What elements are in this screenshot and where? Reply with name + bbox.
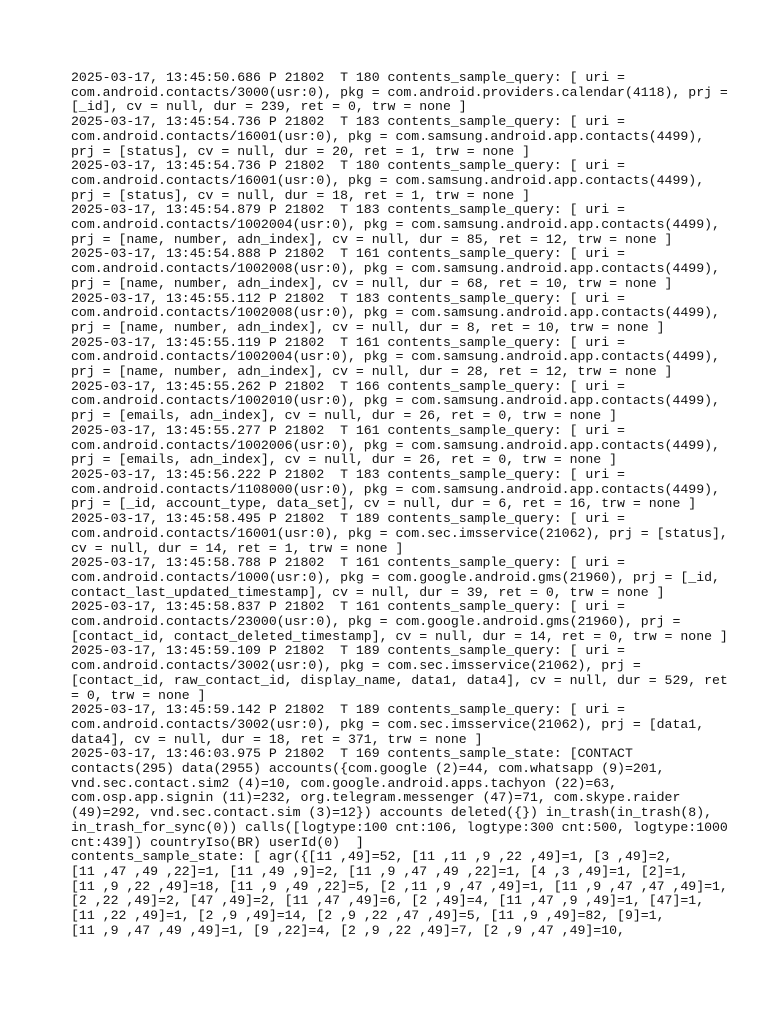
log-line: 2025-03-17, 13:45:55.112 P 21802 T 183 contents_sample_query: [ uri = xyxy=(71,290,625,306)
log-line: com.android.contacts/23000(usr:0), pkg = com.google.android.gms(21960), prj = xyxy=(71,614,681,630)
log-line: cnt:439]) countryIso(BR) userId(0) ] xyxy=(71,834,364,850)
log-line: 2025-03-17, 13:45:54.736 P 21802 T 183 contents_sample_query: [ uri = xyxy=(71,114,625,130)
log-line: com.android.contacts/16001(usr:0), pkg = com.samsung.android.app.contacts(4499), xyxy=(71,172,705,188)
log-line: 2025-03-17, 13:45:54.888 P 21802 T 161 contents_sample_query: [ uri = xyxy=(71,246,625,262)
log-line: 2025-03-17, 13:45:55.277 P 21802 T 161 contents_sample_query: [ uri = xyxy=(71,422,625,438)
log-line: com.android.contacts/3002(usr:0), pkg = com.sec.imsservice(21062), prj = [data1, xyxy=(71,716,705,732)
log-line: com.android.contacts/3000(usr:0), pkg = com.android.providers.calendar(4118), prj = xyxy=(71,84,728,100)
log-line: com.android.contacts/1002008(usr:0), pkg = com.samsung.android.app.contacts(4499), xyxy=(71,261,720,277)
log-line: prj = [name, number, adn_index], cv = null, dur = 28, ret = 12, trw = none ] xyxy=(71,364,673,380)
log-line: [_id], cv = null, dur = 239, ret = 0, trw = none ] xyxy=(71,99,467,115)
log-line: com.android.contacts/16001(usr:0), pkg = com.samsung.android.app.contacts(4499), xyxy=(71,128,705,144)
log-line: [11 ,9 ,22 ,49]=18, [11 ,9 ,49 ,22]=5, [2 ,11 ,9 ,47 ,49]=1, [11 ,9 ,47 ,47 ,49]=1, xyxy=(71,878,728,894)
log-line: in_trash_for_sync(0)) calls([logtype:100 cnt:106, logtype:300 cnt:500, logtype:1000 xyxy=(71,819,728,835)
log-line: com.android.contacts/1002004(usr:0), pkg = com.samsung.android.app.contacts(4499), xyxy=(71,349,720,365)
log-line: com.android.contacts/1002006(usr:0), pkg = com.samsung.android.app.contacts(4499), xyxy=(71,437,720,453)
log-line: prj = [_id, account_type, data_set], cv = null, dur = 6, ret = 16, trw = none ] xyxy=(71,496,697,512)
log-line: com.android.contacts/3002(usr:0), pkg = com.sec.imsservice(21062), prj = xyxy=(71,658,641,674)
log-line: [contact_id, contact_deleted_timestamp], cv = null, dur = 14, ret = 0, trw = none ] xyxy=(71,628,728,644)
log-line: com.android.contacts/16001(usr:0), pkg = com.sec.imsservice(21062), prj = [status], xyxy=(71,525,728,541)
log-line: 2025-03-17, 13:45:58.495 P 21802 T 189 contents_sample_query: [ uri = xyxy=(71,511,625,527)
log-document xyxy=(71,70,728,938)
log-line: com.android.contacts/1002008(usr:0), pkg = com.samsung.android.app.contacts(4499), xyxy=(71,305,720,321)
log-line: 2025-03-17, 13:45:58.837 P 21802 T 161 contents_sample_query: [ uri = xyxy=(71,599,625,615)
log-line: [11 ,47 ,49 ,22]=1, [11 ,49 ,9]=2, [11 ,9 ,47 ,49 ,22]=1, [4 ,3 ,49]=1, [2]=1, xyxy=(71,863,689,879)
log-line: com.android.contacts/1108000(usr:0), pkg = com.samsung.android.app.contacts(4499), xyxy=(71,481,720,497)
log-line: 2025-03-17, 13:45:59.142 P 21802 T 189 contents_sample_query: [ uri = xyxy=(71,702,625,718)
log-line: [contact_id, raw_contact_id, display_name, data1, data4], cv = null, dur = 529, ret xyxy=(71,672,728,688)
log-line: [2 ,22 ,49]=2, [47 ,49]=2, [11 ,47 ,49]=6, [2 ,49]=4, [11 ,47 ,9 ,49]=1, [47]=1, xyxy=(71,893,705,909)
log-line: 2025-03-17, 13:45:54.879 P 21802 T 183 contents_sample_query: [ uri = xyxy=(71,202,625,218)
log-line: com.android.contacts/1002010(usr:0), pkg = com.samsung.android.app.contacts(4499), xyxy=(71,393,720,409)
log-line: com.android.contacts/1000(usr:0), pkg = com.google.android.gms(21960), prj = [_id, xyxy=(71,569,720,585)
log-line: [11 ,22 ,49]=1, [2 ,9 ,49]=14, [2 ,9 ,22 ,47 ,49]=5, [11 ,9 ,49]=82, [9]=1, xyxy=(71,908,665,924)
log-line: = 0, trw = none ] xyxy=(71,687,206,703)
log-line: contents_sample_state: [ agr({[11 ,49]=52, [11 ,11 ,9 ,22 ,49]=1, [3 ,49]=2, xyxy=(71,849,673,865)
log-line: vnd.sec.contact.sim2 (4)=10, com.google.android.apps.tachyon (22)=63, xyxy=(71,775,618,791)
log-line: data4], cv = null, dur = 18, ret = 371, trw = none ] xyxy=(71,731,483,747)
log-line: 2025-03-17, 13:46:03.975 P 21802 T 169 contents_sample_state: [CONTACT xyxy=(71,746,633,762)
log-line: prj = [name, number, adn_index], cv = null, dur = 8, ret = 10, trw = none ] xyxy=(71,319,665,335)
log-line: 2025-03-17, 13:45:50.686 P 21802 T 180 contents_sample_query: [ uri = xyxy=(71,70,625,85)
log-line: contacts(295) data(2955) accounts({com.google (2)=44, com.whatsapp (9)=201, xyxy=(71,761,665,777)
log-line: prj = [status], cv = null, dur = 20, ret = 1, trw = none ] xyxy=(71,143,530,159)
log-line: com.android.contacts/1002004(usr:0), pkg = com.samsung.android.app.contacts(4499), xyxy=(71,217,720,233)
log-line: prj = [name, number, adn_index], cv = null, dur = 68, ret = 10, trw = none ] xyxy=(71,275,673,291)
log-line: prj = [emails, adn_index], cv = null, dur = 26, ret = 0, trw = none ] xyxy=(71,408,618,424)
log-line: 2025-03-17, 13:45:58.788 P 21802 T 161 contents_sample_query: [ uri = xyxy=(71,555,625,571)
log-line: 2025-03-17, 13:45:55.119 P 21802 T 161 contents_sample_query: [ uri = xyxy=(71,334,625,350)
log-line: prj = [status], cv = null, dur = 18, ret = 1, trw = none ] xyxy=(71,187,530,203)
log-line: prj = [name, number, adn_index], cv = null, dur = 85, ret = 12, trw = none ] xyxy=(71,231,673,247)
log-line: com.osp.app.signin (11)=232, org.telegram.messenger (47)=71, com.skype.raider xyxy=(71,790,681,806)
log-line: 2025-03-17, 13:45:59.109 P 21802 T 189 contents_sample_query: [ uri = xyxy=(71,643,625,659)
log-line: (49)=292, vnd.sec.contact.sim (3)=12}) accounts deleted({}) in_trash(in_trash(8), xyxy=(71,805,713,821)
log-line: 2025-03-17, 13:45:56.222 P 21802 T 183 contents_sample_query: [ uri = xyxy=(71,466,625,482)
log-line: 2025-03-17, 13:45:55.262 P 21802 T 166 contents_sample_query: [ uri = xyxy=(71,378,625,394)
log-line: [11 ,9 ,47 ,49 ,49]=1, [9 ,22]=4, [2 ,9 ,22 ,49]=7, [2 ,9 ,47 ,49]=10, xyxy=(71,922,625,938)
log-line: prj = [emails, adn_index], cv = null, dur = 26, ret = 0, trw = none ] xyxy=(71,452,618,468)
log-line: 2025-03-17, 13:45:54.736 P 21802 T 180 contents_sample_query: [ uri = xyxy=(71,158,625,174)
log-line: contact_last_updated_timestamp], cv = null, dur = 39, ret = 0, trw = none ] xyxy=(71,584,665,600)
log-line: cv = null, dur = 14, ret = 1, trw = none ] xyxy=(71,540,404,556)
